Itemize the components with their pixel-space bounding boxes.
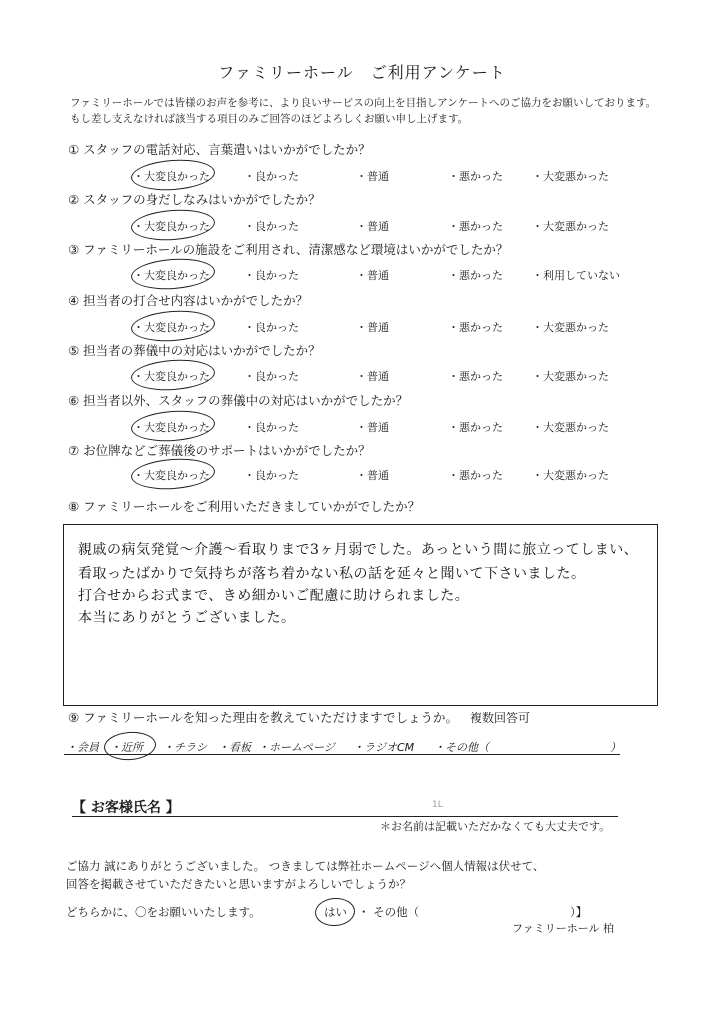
question-5-option-2[interactable]: ・良かった: [244, 370, 299, 383]
consent-close-bracket: ）】: [570, 905, 588, 919]
question-2-selection-circle: [130, 207, 216, 243]
question-7-selection-circle: [130, 456, 216, 492]
handwritten-answer-line-2: 看取ったばかりで気持ちが落ち着かない私の話を延々と聞いて下さいました。: [78, 566, 586, 582]
question-1-option-1[interactable]: ・大変良かった: [133, 170, 210, 183]
consent-option-yes[interactable]: はい: [324, 905, 347, 919]
question-6-option-4[interactable]: ・悪かった: [448, 421, 503, 434]
consent-prompt: どちらかに、〇をお願いいたします。: [66, 905, 261, 919]
question-5-option-1[interactable]: ・大変良かった: [133, 370, 210, 383]
question-8-label: ⑧ ファミリーホールをご利用いただきましていかがでしたか？: [68, 499, 421, 514]
faint-mark: 1L: [432, 800, 443, 810]
handwritten-answer-line-1: 親戚の病気発覚〜介護〜看取りまで3ヶ月弱でした。あっという間に旅立ってしまい、: [78, 542, 639, 558]
question-1-label: ① スタッフの電話対応、言葉遣いはいかがでしたか？: [68, 142, 371, 157]
question-6-selection-circle: [130, 408, 216, 444]
question-2-option-3[interactable]: ・普通: [356, 220, 389, 233]
question-6-option-2[interactable]: ・良かった: [244, 421, 299, 434]
question-7-option-3[interactable]: ・普通: [356, 469, 389, 482]
question-4-option-3[interactable]: ・普通: [356, 321, 389, 334]
free-answer-box[interactable]: [63, 524, 658, 706]
question-4-option-4[interactable]: ・悪かった: [448, 321, 503, 334]
question-5-selection-circle: [130, 357, 216, 393]
q9-option-4[interactable]: ・看板: [218, 741, 251, 754]
question-4-option-1[interactable]: ・大変良かった: [133, 321, 210, 334]
question-6-option-1[interactable]: ・大変良かった: [133, 421, 210, 434]
q9-option-5[interactable]: ・ホームページ: [258, 741, 335, 754]
question-6-label: ⑥ 担当者以外、スタッフの葬儀中の対応はいかがでしたか？: [68, 393, 409, 408]
question-3-option-1[interactable]: ・大変良かった: [133, 269, 210, 282]
handwritten-answer-line-3: 打合せからお式まで、きめ細かいご配慮に助けられました。: [78, 588, 470, 604]
customer-name-label: 【 お客様氏名 】: [72, 800, 180, 816]
question-2-option-4[interactable]: ・悪かった: [448, 220, 503, 233]
question-1-selection-circle: [130, 157, 216, 193]
question-6-option-3[interactable]: ・普通: [356, 421, 389, 434]
question-5-option-5[interactable]: ・大変悪かった: [532, 370, 609, 383]
question-3-label: ③ ファミリーホールの施設をご利用され、清潔感など環境はいかがでしたか？: [68, 242, 509, 257]
question-4-label: ④ 担当者の打合せ内容はいかがでしたか？: [68, 293, 309, 308]
question-5-option-3[interactable]: ・普通: [356, 370, 389, 383]
consent-line-2: 回答を掲載させていただきたいと思いますがよろしいでしょうか？: [66, 877, 411, 891]
question-4-option-2[interactable]: ・良かった: [244, 321, 299, 334]
q9-option-7[interactable]: ・その他（: [434, 741, 489, 754]
question-7-option-2[interactable]: ・良かった: [244, 469, 299, 482]
question-2-option-1[interactable]: ・大変良かった: [133, 220, 210, 233]
q9-selection-circle: [103, 730, 157, 762]
question-3-option-2[interactable]: ・良かった: [244, 269, 299, 282]
question-5-label: ⑤ 担当者の葬儀中の対応はいかがでしたか？: [68, 343, 321, 358]
intro-line-1: ファミリーホールでは皆様のお声を参考に、より良いサービスの向上を目指しアンケートへのご協力をお願いしております。: [70, 97, 657, 109]
intro-line-2: もし差し支えなければ該当する項目のみご回答のほどよろしくお願い申し上げます。: [70, 113, 469, 125]
question-2-option-2[interactable]: ・良かった: [244, 220, 299, 233]
question-1-option-3[interactable]: ・普通: [356, 170, 389, 183]
question-3-option-5[interactable]: ・利用していない: [532, 269, 620, 282]
question-1-option-4[interactable]: ・悪かった: [448, 170, 503, 183]
customer-name-line[interactable]: [72, 816, 618, 817]
signature: ファミリーホール 柏: [512, 922, 615, 935]
q9-option-2[interactable]: ・近所: [110, 741, 143, 754]
consent-yes-circle: [314, 897, 356, 928]
question-9-label: ⑨ ファミリーホールを知った理由を教えていただけますでしょうか。: [68, 710, 459, 725]
question-7-option-4[interactable]: ・悪かった: [448, 469, 503, 482]
question-6-option-5[interactable]: ・大変悪かった: [532, 421, 609, 434]
question-1-option-2[interactable]: ・良かった: [244, 170, 299, 183]
question-4-selection-circle: [130, 308, 216, 344]
question-5-option-4[interactable]: ・悪かった: [448, 370, 503, 383]
consent-line-1: ご協力 誠にありがとうございました。 つきましては弊社ホームページへ個人情報は伏せて、: [66, 859, 545, 873]
question-1-option-5[interactable]: ・大変悪かった: [532, 170, 609, 183]
question-7-label: ⑦ お位牌などご葬儀後のサポートはいかがでしたか？: [68, 443, 371, 458]
question-4-option-5[interactable]: ・大変悪かった: [532, 321, 609, 334]
multiple-answer-note: 複数回答可: [470, 711, 531, 725]
consent-option-other[interactable]: ・ その他（: [358, 905, 420, 919]
q9-option-1[interactable]: ・会員: [66, 741, 99, 754]
question-7-option-5[interactable]: ・大変悪かった: [532, 469, 609, 482]
handwritten-answer-line-4: 本当にありがとうございました。: [78, 610, 296, 626]
question-3-option-3[interactable]: ・普通: [356, 269, 389, 282]
question-2-option-5[interactable]: ・大変悪かった: [532, 220, 609, 233]
question-7-option-1[interactable]: ・大変良かった: [133, 469, 210, 482]
q9-option-8: ）: [610, 741, 621, 754]
q9-option-6[interactable]: ・ラジオCM: [353, 741, 415, 754]
question-2-label: ② スタッフの身だしなみはいかがでしたか？: [68, 192, 321, 207]
survey-title: ファミリーホール ご利用アンケート: [218, 63, 506, 82]
question-3-option-4[interactable]: ・悪かった: [448, 269, 503, 282]
question-3-selection-circle: [130, 256, 216, 292]
name-optional-note: ＊お名前は記載いただかなくても大丈夫です。: [380, 820, 611, 833]
q9-option-3[interactable]: ・チラシ: [163, 741, 207, 754]
